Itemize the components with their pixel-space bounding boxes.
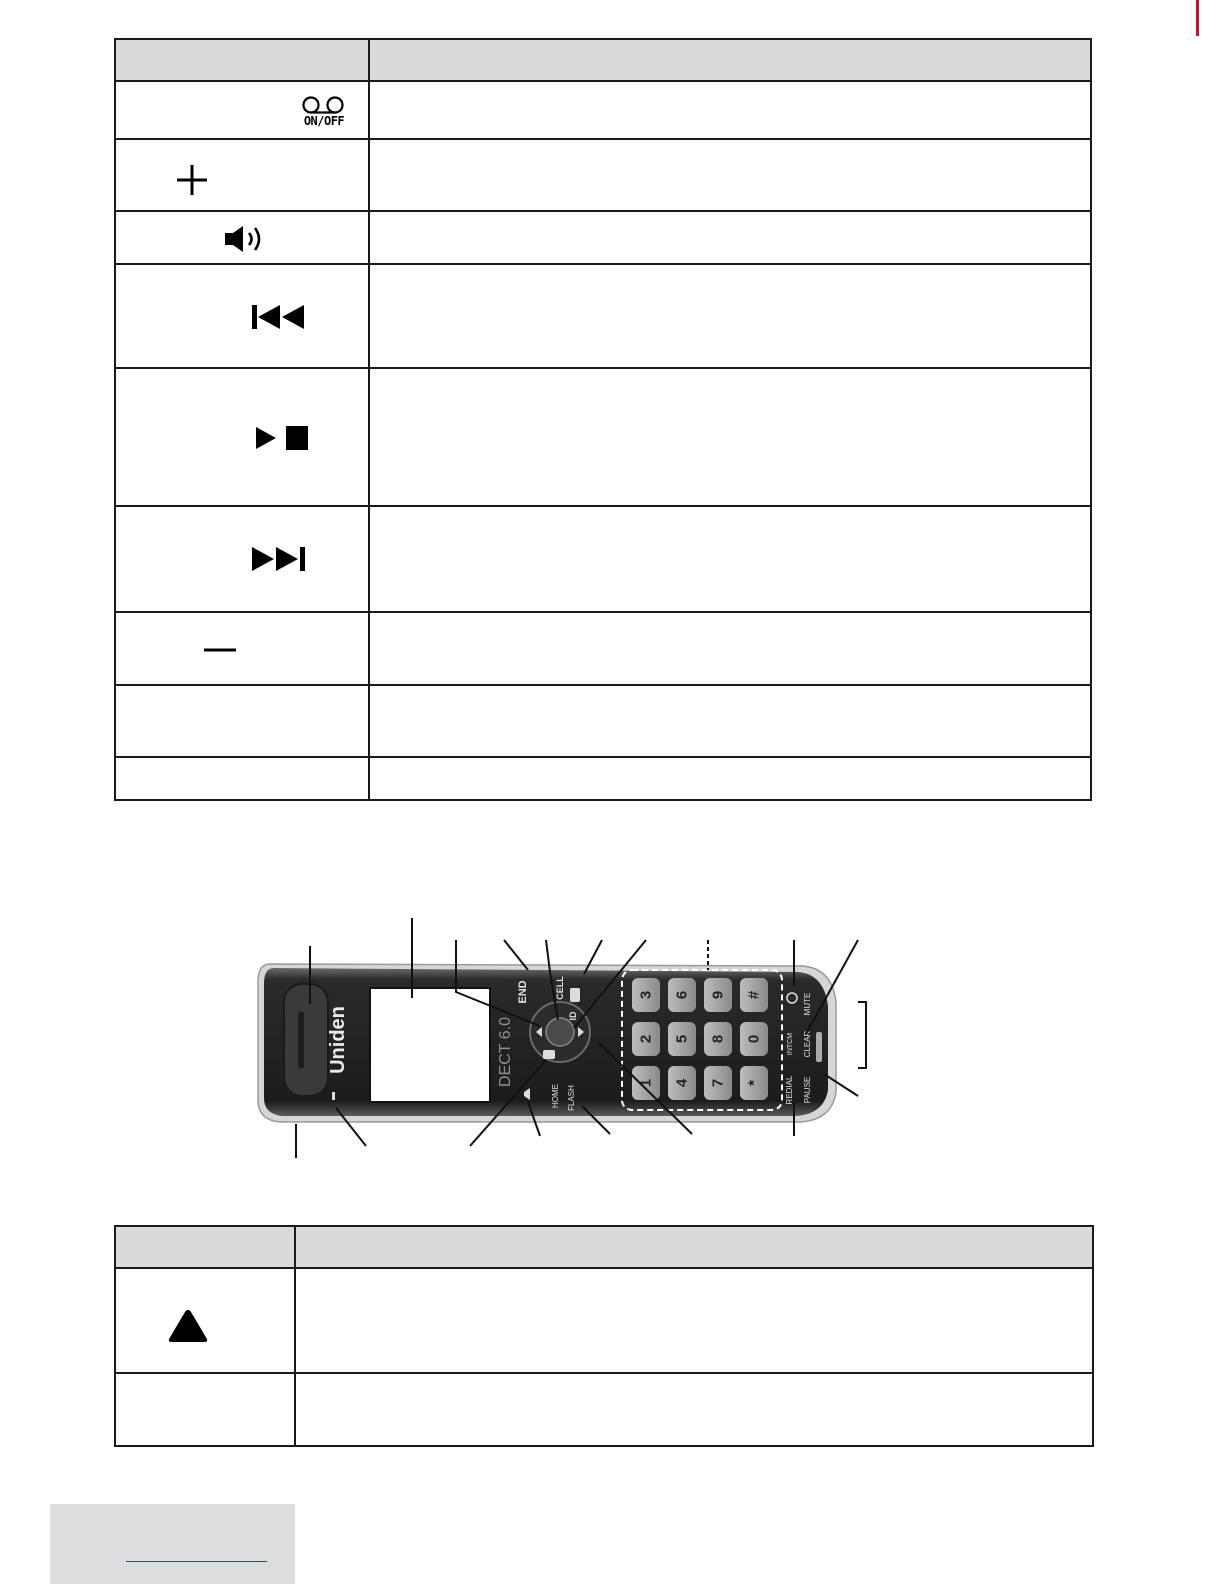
key-cell <box>115 612 369 685</box>
play-stop-icon <box>254 425 312 451</box>
key-pound-label: # <box>745 990 763 1000</box>
speaker-volume-icon <box>220 222 268 256</box>
skip-back-icon <box>250 303 308 331</box>
key-star-label: * <box>745 1080 763 1086</box>
function-cell <box>369 685 1091 757</box>
key-cell <box>115 1373 295 1446</box>
key-cell <box>115 211 369 264</box>
charge-led <box>332 1092 335 1100</box>
caller-id-icon: ID <box>568 1011 578 1021</box>
table-row <box>115 612 1091 685</box>
cell-key-label: CELL <box>555 976 565 1000</box>
header-function <box>295 1226 1093 1268</box>
table-row <box>115 264 1091 368</box>
key-6-label: 6 <box>673 990 691 1000</box>
cell-phone-icon <box>570 988 580 1002</box>
function-cell <box>369 368 1091 506</box>
brand-logo: Uniden <box>327 1006 349 1074</box>
callout-bracket <box>858 1002 866 1068</box>
key-9-label: 9 <box>709 990 727 1000</box>
table-row <box>115 211 1091 264</box>
phonebook-icon <box>543 1050 555 1059</box>
key-cell <box>115 685 369 757</box>
key-cell <box>115 368 369 506</box>
warning-triangle-icon <box>166 1307 210 1345</box>
header-function <box>369 39 1091 81</box>
mute-key-label: MUTE <box>803 992 812 1016</box>
minus-icon <box>202 639 238 659</box>
earpiece-slot <box>298 1012 304 1068</box>
key-cell <box>115 1268 295 1373</box>
plus-icon <box>174 162 210 198</box>
pause-key-label: PAUSE <box>803 1076 812 1104</box>
end-key-label: END <box>517 980 529 1004</box>
key-8-label: 8 <box>709 1034 727 1044</box>
key-cell <box>115 506 369 612</box>
header-key <box>115 39 369 81</box>
top-edge-marker <box>1196 0 1199 36</box>
page-footer-tab <box>50 1504 295 1584</box>
key-2-label: 2 <box>637 1034 655 1044</box>
header-key <box>115 1226 295 1268</box>
on-off-label: ON/OFF <box>303 114 345 128</box>
table-row <box>115 757 1091 800</box>
function-cell <box>369 264 1091 368</box>
key-5-label: 5 <box>673 1034 691 1044</box>
home-key-label: HOME <box>551 1084 560 1108</box>
key-1-label: 1 <box>637 1078 655 1088</box>
answering-machine-on-off-icon <box>294 92 354 132</box>
key-cell <box>115 264 369 368</box>
footer-link[interactable] <box>126 1560 267 1562</box>
skip-forward-icon <box>250 545 308 573</box>
earpiece-grille <box>284 984 328 1096</box>
flash-key-label: FLASH <box>567 1085 576 1111</box>
table-row <box>115 139 1091 211</box>
lcd-screen <box>370 988 490 1102</box>
table-header-row <box>115 39 1091 81</box>
key-4-label: 4 <box>673 1078 691 1088</box>
handset-diagram <box>240 912 880 1162</box>
key-cell <box>115 81 369 139</box>
intercom-key-label: INTCM <box>787 1032 794 1056</box>
key-cell <box>115 139 369 211</box>
key-3-label: 3 <box>637 990 655 1000</box>
function-cell <box>295 1268 1093 1373</box>
base-keys-table <box>114 38 1092 801</box>
model-label: DECT 6.0 <box>497 1017 514 1087</box>
table-row <box>115 1373 1093 1446</box>
function-cell <box>369 81 1091 139</box>
handset-illustration <box>240 912 880 1162</box>
key-0-label: 0 <box>745 1034 763 1044</box>
table-row <box>115 1268 1093 1373</box>
side-key-button[interactable] <box>816 1032 822 1062</box>
key-cell <box>115 757 369 800</box>
key-7-label: 7 <box>709 1078 727 1088</box>
function-cell <box>369 612 1091 685</box>
nav-select-key[interactable] <box>546 1018 574 1046</box>
table-row <box>115 506 1091 612</box>
function-cell <box>369 506 1091 612</box>
function-cell <box>369 139 1091 211</box>
table-header-row <box>115 1226 1093 1268</box>
clear-key-label: CLEAR <box>803 1030 812 1058</box>
function-cell <box>295 1373 1093 1446</box>
table-row <box>115 685 1091 757</box>
handset-keys-table <box>114 1225 1094 1447</box>
function-cell <box>369 757 1091 800</box>
table-row <box>115 368 1091 506</box>
function-cell <box>369 211 1091 264</box>
table-row <box>115 81 1091 139</box>
redial-key-label: REDIAL <box>785 1075 794 1105</box>
